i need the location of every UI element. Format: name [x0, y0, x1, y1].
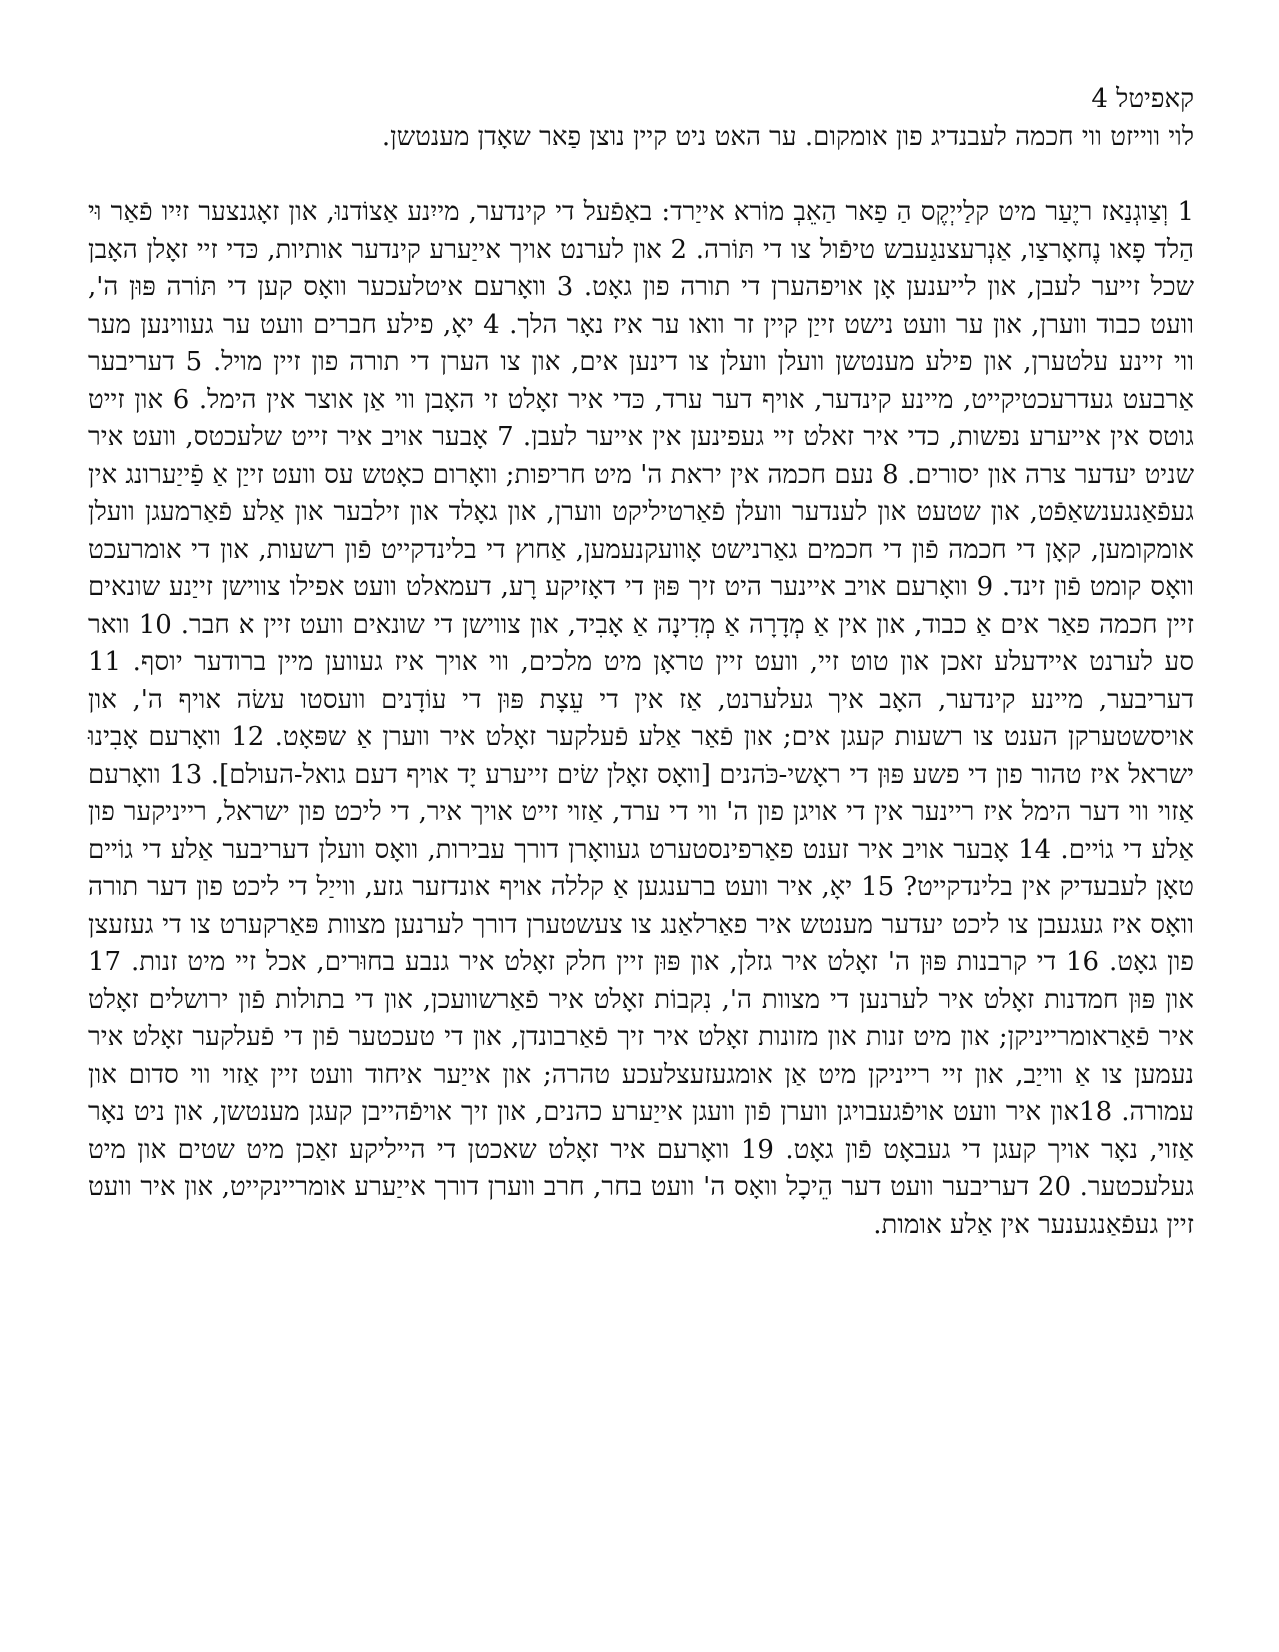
- chapter-title: קאפיטל 4: [1091, 84, 1194, 114]
- chapter-body-text: 1 וְצַוגְנַאז ריֶעַר מיט קלַייְקֶס הַ פַאר הַאֵבְ מוֹרא אייַרד: באַפֿעל די קינדער, מייִנע אַצוֹדנוּ, און זאָגנצער זיִיו פֿאַר וּי הַלד פָאו נֶחאָרצַו, אַנְרעצנגַעבש טיפֿול צו די תּוֹרה. 2 און לערנט אויך אייַערע קינדער אותיות, כּדי זיי זאָלן האָבן שכל זייער לעבן, און לייענען אָן אויפהערן די תורה פון גאָט. 3 וואָרעם איטלעכער וואָס קען די תּוֹרה פּוּן ה', וועט כבוד ווערן, און ער וועט נישט זייַן קיין זר וואו ער איז נאָר הלך. 4 יאָ, פילע חברים וועט ער געווינען מער ווי זיינע עלטערן, און פילע מענטשן וועלן וועלן צו דינען אים, און צו הערן די תורה פון זיין מויל. 5 דעריבער אַרבעט געדרעכטיקייט, מיינע קינדער, אויף דער ערד, כּדי איר זאָלט זי האָבן ווי אַן אוצר אין הימל. 6 און זייט גוטס אין אייערע נפשות, כדי איר זאלט זיי געפינען אין אייער לעבן. 7 אָבער אויב איר זייט שלעכטס, וועט איר שניט יעדער צרה און יסורים. 8 נעם חכמה אין יראת ה' מיט חריפות; וואָרום כאָטש עס וועט זייַן אַ פַֿייַערונג אין געפֿאַנגענשאַפֿט, און שטעט און לענדער וועלן פֿאַרטיליקט ווערן, און גאָלד און זילבער און אַלע פֿאַרמעגן וועלן אומקומען, קאָן די חכמה פֿון די חכמים גאַרנישט אָוועקנעמען, אַחוץ די בלינדקייט פֿון רשעות, און די אומרעכט וואָס קומט פֿון זינד. 9 וואָרעם אויב איינער היט זיך פּוּן די דאָזיקע רָע, דעמאלט וועט אפילו צווישן זייַנע שונאים זיין חכמה פאַר אים אַ כבוד, און אין אַ מְדָרָה אַ מְדִינָה אַ אָבִיד, און צווישן די שונאים וועט זיין א חבר. 10 וואר סע לערנט איידעלע זאכן און טוט זיי, וועט זיין טראָן מיט מלכים, ווי אויך איז געווען מיין ברודער יוסף. 11 דעריבער, מיינע קינדער, האָב איך געלערנט, אַז אין די עֵצָת פּוּן די עוֹדָנים וועסטו עשׂה אויף ה', און אויסשטערקן הענט צו רשעות קעגן אים; און פֿאַר אַלע פֿעלקער זאָלט איר ווערן אַ שפּאָט. 12 וואָרעם אָבִינוּ ישראל איז טהור פון די פשע פּוּן די ראָשי-כֹּהנים [וואָס זאָלן שׂים זייערע יָד אויף דעם גואל-העולם]. 13 וואָרעם אַזוי ווי דער הימל איז ריינער אין די אויגן פון ה' ווי די ערד, אַזוי זייט אויך איר, די ליכט פון ישראל, רייניקער פון אַלע די גוֹיים. 14 אָבער אויב איר זענט פאַרפינסטערט געוואָרן דורך עבירות, וואָס וועלן דעריבער אַלע די גוֹיים טאָן לעבעדיק אין בלינדקייט? 15 יאָ, איר וועט ברענגען אַ קללה אויף אונדזער גזע, ווייַל די ליכט פון דער תורה וואָס איז געגעבן צו ליכט יעדער מענטש איר פאַרלאַנג צו צעשטערן דורך לערנען מצוות פּאַרקערט צו די געזעצן פון גאָט. 16 די קרבנות פּוּן ה' זאָלט איר גזלן, און פּוּן זיין חלק זאָלט איר גנבע בחוּרים, אכל זיי מיט זנות. 17 און פּוּן חמדנות זאָלט איר לערנען די מצוות ה', נִקבוֹת זאָלט איר פֿאַרשוועכן, און די בתולות פֿון ירושלים זאָלט איר פֿאַראומרייניקן; און מיט זנות און מזונות זאָלט איר זיך פֿאַרבונדן, און די טעכטער פֿון די פֿעלקער זאָלט איר נעמען צו אַ ווייַב, און זיי רייניקן מיט אַן אומגעזעצלעכע טהרה; און אייַער איחוד וועט זיין אַזוי ווי סדום און עמורה. 18און איר וועט אויפֿגעבויגן ווערן פֿון וועגן אייַערע כהנים, און זיך אויפֿהייבן קעגן מענטשן, און ניט נאָר אַזוי, נאָר אויך קעגן די געבאָט פֿון גאָט. 19 וואָרעם איר זאָלט שאכטן די הייליקע זאַכן מיט שטים און מיט געלעכטער. 20 דעריבער וועט דער הֵיכָל וואָס ה' וועט בחר, חרב ווערן דורך אייַערע אומריינקייט, און איר וועט זיין געפֿאַנגענער אין אַלע אומות.: [88, 197, 1195, 1240]
- document-page: [88, 80, 1194, 1244]
- chapter-subtitle: לוי ווייזט ווי חכמה לעבנדיג פון אומקום. ער האט ניט קיין נוצן פַאר שאָדן מענטשן.: [381, 122, 1194, 152]
